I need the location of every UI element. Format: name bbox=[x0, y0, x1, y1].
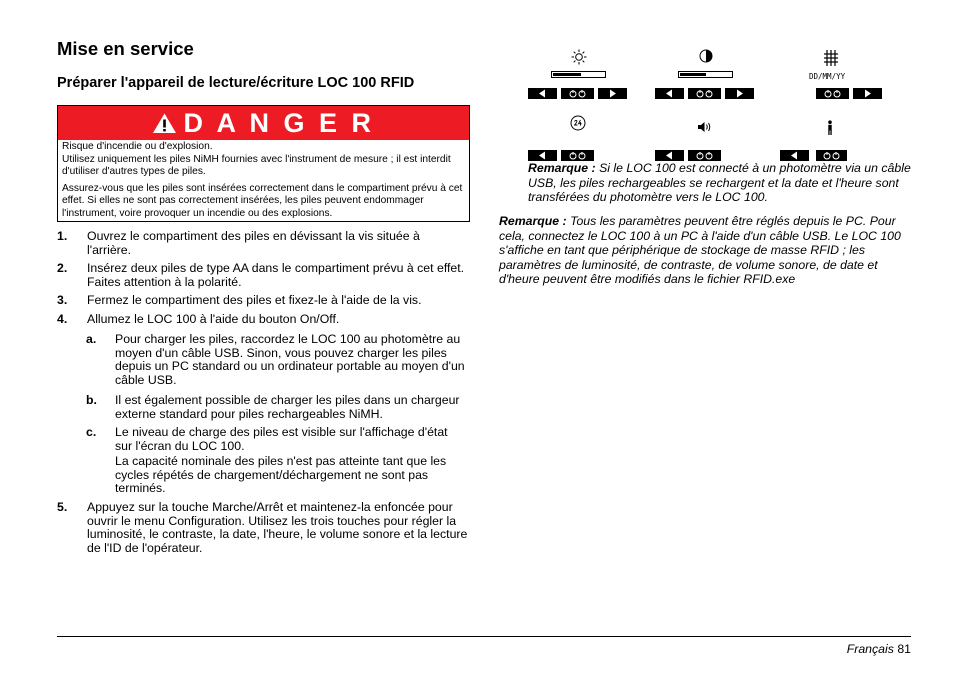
left-arrow-key bbox=[780, 150, 809, 161]
power-icon bbox=[816, 88, 849, 99]
right-arrow-key bbox=[598, 88, 627, 99]
danger-box bbox=[57, 105, 470, 222]
subsection-title: Préparer l'appareil de lecture/écriture LOC 100 RFID bbox=[57, 75, 415, 91]
power-menu-key bbox=[561, 150, 594, 161]
power-icon bbox=[561, 150, 594, 161]
page-number: 81 bbox=[897, 642, 911, 656]
substep-text: Pour charger les piles, raccordez le LOC 100 au photomètre au moyen d'un câble USB. Sinon, vous pouvez charger les piles depuis un PC standard ou un ordinateur portable au moyen d'un câble USB. bbox=[115, 332, 465, 387]
danger-line: Utilisez uniquement les piles NiMH fournies avec l'instrument de mesure ; il est interdit d'utiliser d'autres types de piles. bbox=[62, 153, 451, 177]
lcd-screens-illustration bbox=[520, 45, 920, 165]
danger-label: D A N G E R bbox=[183, 107, 375, 138]
note-text: Si le LOC 100 est connecté à un photomètre via un câble USB, les piles rechargeables se rechargent et la date et l'heure sont transférées du photomètre vers le LOC 100. bbox=[528, 161, 911, 204]
substep-letter: a. bbox=[86, 332, 97, 346]
power-icon bbox=[688, 150, 721, 161]
contrast-level-fill bbox=[680, 73, 706, 76]
step-number: 2. bbox=[57, 261, 68, 275]
step-text: Appuyez sur la touche Marche/Arrêt et maintenez-la enfoncée pour ouvrir le menu Configuration. Utilisez les trois touches pour régler la luminosité, le contraste, la date, l'heure, le volume sonore et la lecture de l'ID de l'opérateur. bbox=[87, 500, 468, 555]
power-menu-key bbox=[688, 150, 721, 161]
date-format-label: DD/MM/YY bbox=[809, 72, 846, 81]
substep-letter: b. bbox=[86, 393, 97, 407]
substep-text: Il est également possible de charger les piles dans un chargeur externe standard pour piles rechargeables NiMH. bbox=[115, 393, 460, 421]
note bbox=[499, 214, 913, 287]
step-text: Ouvrez le compartiment des piles en dévissant la vis située à l'arrière. bbox=[87, 229, 420, 257]
warning-triangle-icon bbox=[152, 112, 177, 134]
right-arrow-key bbox=[725, 88, 754, 99]
step-text: Allumez le LOC 100 à l'aide du bouton On/Off. bbox=[87, 312, 340, 326]
note-text: Tous les paramètres peuvent être réglés depuis le PC. Pour cela, connectez le LOC 100 à un PC à l'aide d'un câble USB. Le LOC 100 s'affiche en tant que périphérique de stockage de masse RFID ; les paramètres de luminosité, de contraste, de volume sonore, de date et d'heure peuvent être modifiés dans le fichier RFID.exe bbox=[499, 214, 901, 286]
danger-text bbox=[62, 141, 463, 220]
step-number: 4. bbox=[57, 312, 68, 326]
left-arrow-key bbox=[655, 88, 684, 99]
left-arrow-key bbox=[528, 88, 557, 99]
power-icon bbox=[816, 150, 847, 161]
step-number: 5. bbox=[57, 500, 68, 514]
contrast-level-bar bbox=[678, 71, 733, 78]
power-menu-key bbox=[816, 150, 847, 161]
brightness-level-bar bbox=[551, 71, 606, 78]
speaker-icon bbox=[697, 121, 713, 133]
power-menu-key bbox=[688, 88, 721, 99]
substep-extra: La capacité nominale des piles n'est pas atteinte tant que les cycles répétés de chargement/déchargement ne sont pas terminés. bbox=[115, 454, 447, 495]
note-label: Remarque : bbox=[499, 214, 567, 228]
contrast-icon bbox=[699, 49, 713, 63]
right-arrow-key bbox=[853, 88, 882, 99]
left-arrow-key bbox=[655, 150, 684, 161]
page-footer bbox=[847, 642, 911, 656]
brightness-icon bbox=[571, 49, 587, 65]
step-text: Insérez deux piles de type AA dans le compartiment prévu à cet effet. Faites attention à la polarité. bbox=[87, 261, 465, 289]
left-arrow-key bbox=[528, 150, 557, 161]
footer-language: Français bbox=[846, 642, 894, 656]
substep-text: Le niveau de charge des piles est visible sur l'affichage d'état sur l'écran du LOC 100. bbox=[115, 425, 448, 453]
danger-line: Risque d'incendie ou d'explosion. bbox=[62, 141, 213, 152]
footer-divider bbox=[57, 636, 911, 637]
clock-24h-icon bbox=[570, 115, 586, 131]
step-text: Fermez le compartiment des piles et fixez-le à l'aide de la vis. bbox=[87, 293, 422, 307]
danger-line: Assurez-vous que les piles sont insérées correctement dans le compartiment prévu à cet effet. Si elles ne sont pas correctement insérées, les piles peuvent endommager l'instrument, voire provoquer un incendie ou des explosions. bbox=[62, 182, 463, 219]
section-title: Mise en service bbox=[57, 38, 194, 59]
power-menu-key bbox=[816, 88, 849, 99]
substep-letter: c. bbox=[86, 425, 97, 439]
power-icon bbox=[688, 88, 721, 99]
operator-id-icon bbox=[825, 120, 835, 136]
power-icon bbox=[561, 88, 594, 99]
step-number: 1. bbox=[57, 229, 68, 243]
brightness-level-fill bbox=[553, 73, 581, 76]
calendar-icon bbox=[822, 49, 840, 67]
power-menu-key bbox=[561, 88, 594, 99]
note bbox=[528, 161, 913, 205]
note-label: Remarque : bbox=[528, 161, 596, 175]
danger-banner bbox=[58, 106, 469, 140]
step-number: 3. bbox=[57, 293, 68, 307]
